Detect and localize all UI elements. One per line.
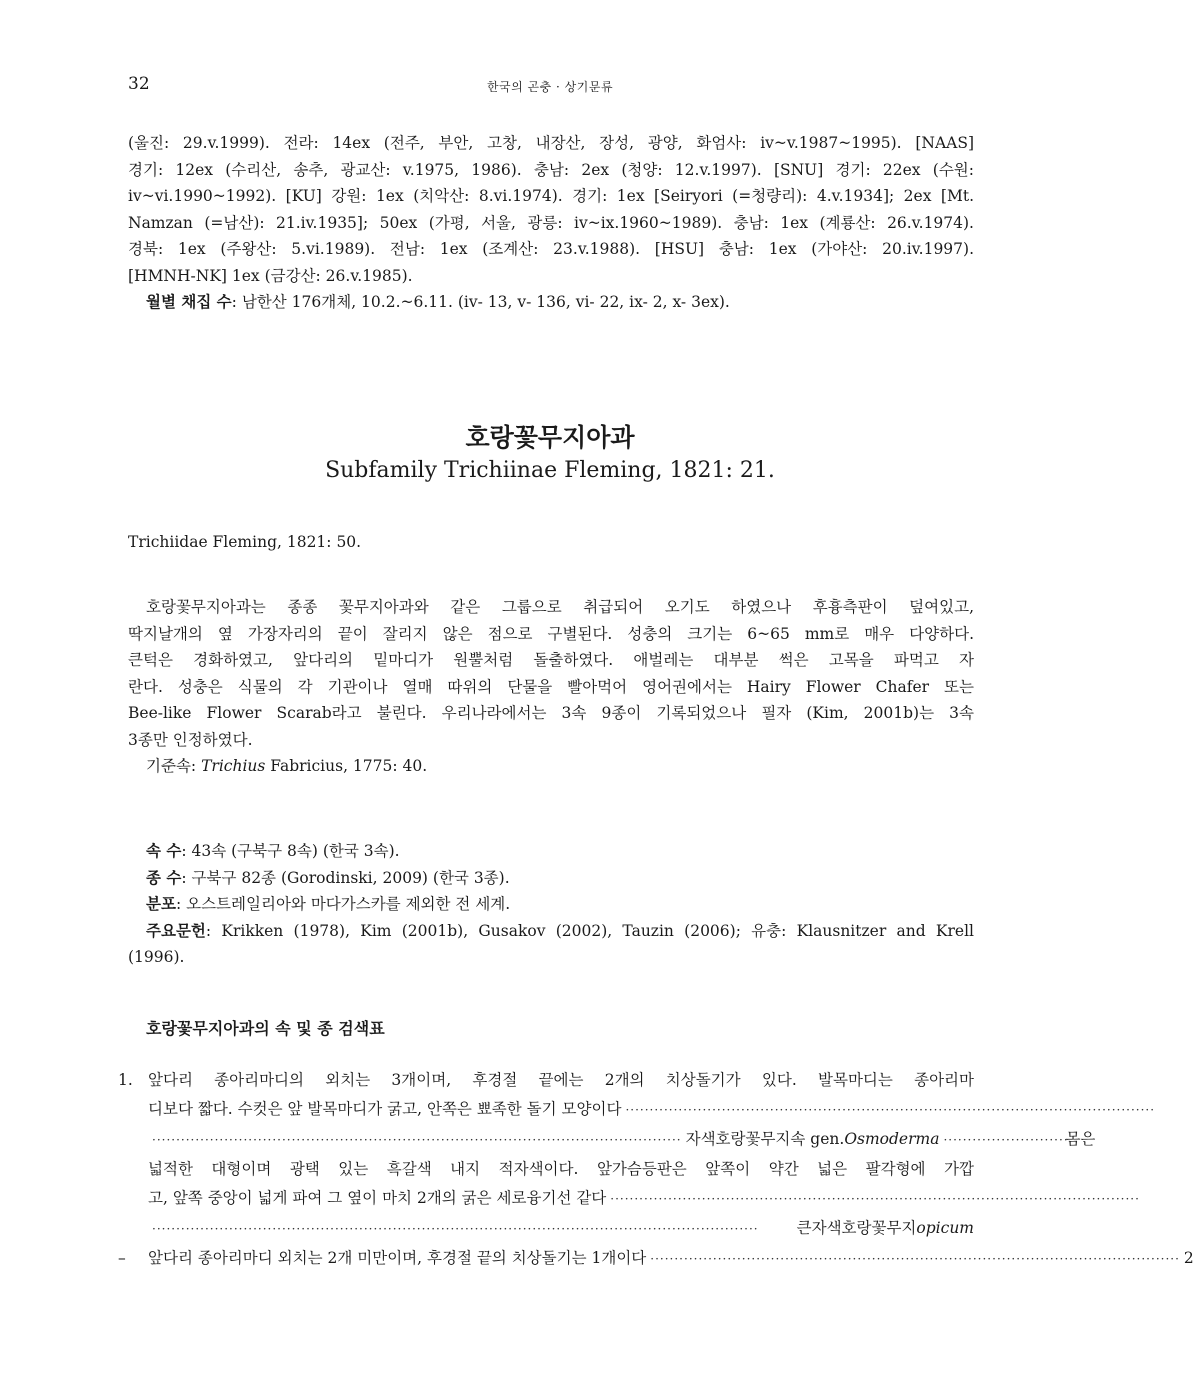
genus-count-label: 속 수 [146, 841, 182, 860]
couplet-dash: – [118, 1249, 126, 1267]
genus-count [128, 838, 974, 865]
monthly-collection [128, 289, 974, 316]
genus-korean: 자색호랑꽃무지속 gen. [685, 1130, 845, 1148]
key-couplet-2-line [118, 1244, 1194, 1274]
leader-dots: ······························································································································ [152, 1222, 759, 1236]
records-line: iv~vi.1990~1992). [KU] 강원: 1ex (치악산: 8.vi.1974). 경기: 1ex [Seiryori (=청량리): 4.v.1934]; 2ex [Mt. [128, 187, 974, 205]
leader-dots: ·············································································································· [650, 1252, 1180, 1266]
distribution-label: 분포 [146, 894, 176, 913]
couplet-text: 고, 앞쪽 중앙이 넓게 파여 그 옆이 마치 2개의 굵은 세로융기선 같다 [148, 1189, 607, 1207]
monthly-text: : 남한산 176개체, 10.2.~6.11. (iv- 13, v- 136, vi- 22, ix- 2, x- 3ex). [231, 293, 730, 311]
subfamily-stats [128, 838, 974, 971]
description-line: 큰턱은 경화하였고, 앞다리의 밑마디가 원뿔처럼 돌출하였다. 애벌레는 대부분 썩은 고목을 파먹고 자 [128, 651, 974, 669]
leader-dots: ·············································································································· [152, 1133, 682, 1147]
key-heading: 호랑꽃무지아과의 속 및 종 검색표 [146, 1019, 385, 1038]
description-line: 딱지날개의 옆 가장자리의 끝이 잘리지 않은 점으로 구별된다. 성충의 크기는 6~65 mm로 매우 다양하다. [128, 624, 974, 643]
type-genus [128, 753, 974, 780]
key-couplet-1-line [118, 1214, 974, 1244]
references-text: : Krikken (1978), Kim (2001b), Gusakov (2002), Tauzin (2006); 유충: Klausnitzer and Krell [205, 921, 974, 940]
description-line: Bee-like Flower Scarab라고 불린다. 우리나라에서는 3속 9종이 기록되었으나 필자 (Kim, 2001b)는 3속 [128, 704, 974, 722]
references [128, 918, 974, 945]
key-couplet-1-line [118, 1066, 974, 1095]
records-line: 경기: 12ex (수리산, 송추, 광교산: v.1975, 1986). 충남: 2ex (청양: 12.v.1997). [SNU] 경기: 22ex (수원: [128, 160, 974, 179]
subfamily-title-korean: 호랑꽃무지아과 [465, 423, 635, 452]
records-line: [HMNH-NK] 1ex (금강산: 26.v.1985). [128, 266, 413, 285]
type-genus-name: Trichius [201, 757, 266, 775]
key-couplet-1-line [118, 1184, 1140, 1214]
couplet-text: 앞다리 종아리마디의 외치는 3개이며, 후경절 끝에는 2개의 치상돌기가 있다. 발목마디는 종아리마 [148, 1071, 974, 1089]
monthly-label: 월별 채집 수 [146, 292, 232, 311]
couplet-text: 넓적한 대형이며 광택 있는 흑갈색 내지 적자색이다. 앞가슴등판은 앞쪽이 약간 넓은 팔각형에 가깝 [148, 1160, 974, 1178]
references-label: 주요문헌 [146, 920, 206, 940]
leader-dots: ·············································································································· [625, 1103, 1156, 1117]
page-number: 32 [128, 74, 150, 94]
leader-dots: ·························· [943, 1133, 1069, 1147]
subfamily-title-english: Subfamily Trichiinae Fleming, 1821: 21. [325, 458, 775, 483]
description-line: 란다. 성충은 식물의 각 기관이나 열매 따위의 단물을 빨아먹어 영어권에서는 Hairy Flower Chafer 또는 [128, 677, 974, 696]
species-count [128, 865, 974, 892]
species-count-label: 종 수 [146, 867, 182, 887]
species-count-text: : 구북구 82종 (Gorodinski, 2009) (한국 3종). [181, 868, 510, 887]
couplet-text: 디보다 짧다. 수컷은 앞 발목마디가 굵고, 안쪽은 뾰족한 돌기 모양이다 [148, 1100, 622, 1118]
synonym-line: Trichiidae Fleming, 1821: 50. [128, 533, 362, 551]
couplet-text: 몸은 [1065, 1130, 1096, 1148]
distribution [128, 891, 974, 918]
species-korean: 큰자색호랑꽃무지 [796, 1219, 917, 1237]
records-line: (울진: 29.v.1999). 전라: 14ex (전주, 부안, 고창, 내장산, 장성, 광양, 화엄사: iv~v.1987~1995). [NAAS] [128, 134, 974, 152]
type-genus-label: 기준속: [146, 757, 202, 775]
records-line: 경북: 1ex (주왕산: 5.vi.1989). 전남: 1ex (조계산: 23.v.1988). [HSU] 충남: 1ex (가야산: 20.iv.1997). [128, 240, 974, 258]
genus-count-text: : 43속 (구북구 8속) (한국 3속). [181, 842, 400, 860]
key-couplet-1-line [118, 1095, 1156, 1125]
distribution-text: : 오스트레일리아와 마다가스카를 제외한 전 세계. [175, 895, 511, 913]
species-name: opicum [916, 1219, 974, 1237]
records-line: Namzan (=남산): 21.iv.1935]; 50ex (가평, 서울, 광릉: iv~ix.1960~1989). 충남: 1ex (계룡산: 26.v.1974). [128, 213, 974, 232]
couplet-text: 앞다리 종아리마디 외치는 2개 미만이며, 후경절 끝의 치상돌기는 1개이다 [148, 1249, 647, 1267]
couplet-target: 2 [1183, 1249, 1194, 1267]
running-title: 한국의 곤충 · 상기문류 [486, 80, 614, 94]
leader-dots: ·············································································································· [610, 1192, 1140, 1206]
couplet-number: 1. [118, 1071, 133, 1089]
description-line: 3종만 인정하였다. [128, 730, 253, 749]
identification-key [118, 1066, 1194, 1274]
specimen-records [128, 130, 974, 316]
references-continued: (1996). [128, 948, 185, 966]
type-genus-author: Fabricius, 1775: 40. [265, 757, 428, 775]
key-couplet-1-line [118, 1125, 1096, 1155]
subfamily-description [128, 594, 974, 780]
description-line: 호랑꽃무지아과는 종종 꽃무지아과와 같은 그룹으로 취급되어 오기도 하였으나 후흉측판이 덮여있고, [146, 598, 974, 616]
genus-name: Osmoderma [844, 1130, 940, 1148]
key-couplet-1-line [118, 1155, 974, 1184]
